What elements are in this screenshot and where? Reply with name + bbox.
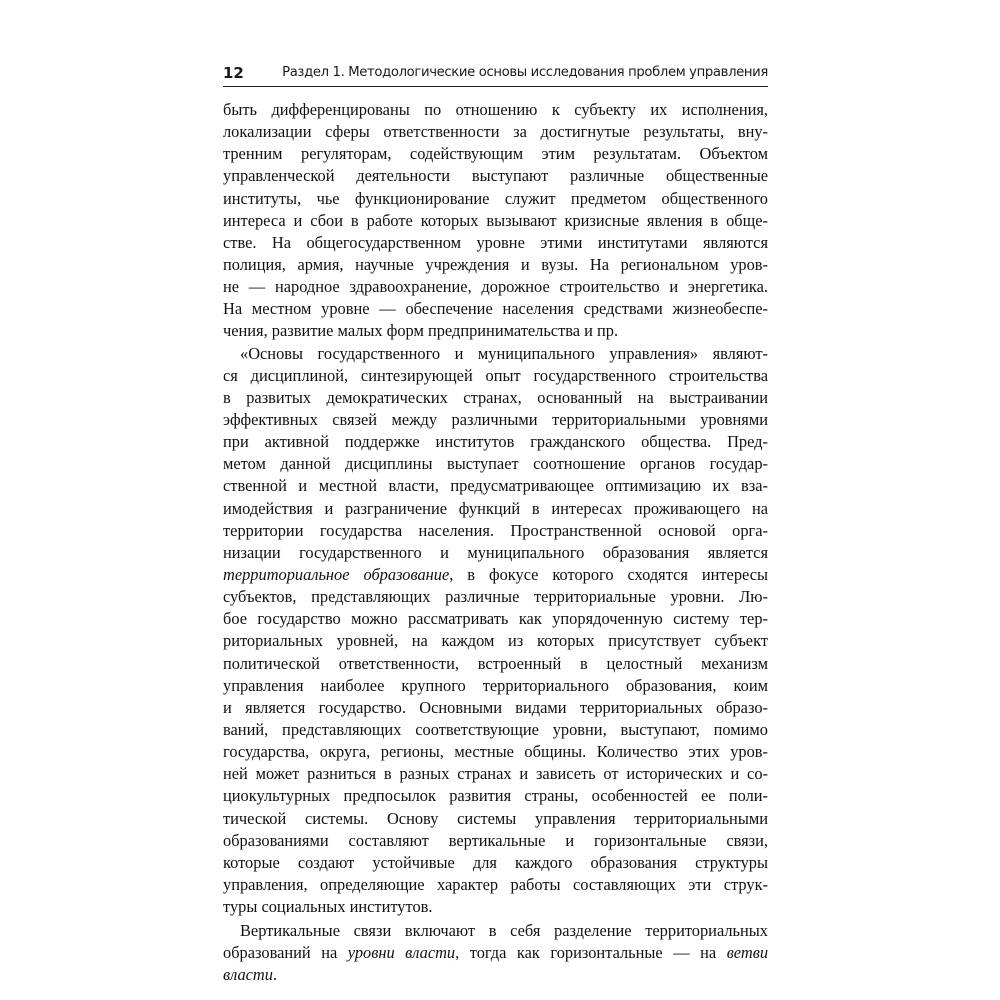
text-line: ся дисциплиной, синтезирующей опыт государственного строительства (223, 365, 768, 385)
text-line: ваний, представляющих соответствующие уровни, выступают, помимо (223, 719, 768, 739)
text-line: низации государственного и муниципального образования является (223, 542, 768, 562)
text-line: туры социальных институтов. (223, 897, 433, 917)
running-title: Раздел 1. Методологические основы исследования проблем управления (282, 65, 768, 80)
text-line-with-term (223, 564, 768, 586)
text-line: ственной и местной власти, предусматривающее оптимизацию их вза- (223, 476, 768, 496)
text-line: эффективных связей между различными территориальными уровнями (223, 409, 768, 429)
text-line: риториальных уровней, на каждом из которых присутствует субъект (223, 631, 768, 651)
text-line: управления, определяющие характер работы составляющих эти струк- (223, 874, 768, 894)
text-fragment: , тогда как горизонтальные — на (455, 943, 727, 963)
text-line: и является государство. Основными видами территориальных образо- (223, 697, 768, 717)
text-line: политической ответственности, встроенный в целостный механизм (223, 653, 768, 673)
text-line: имодействия и разграничение функций в интересах проживающего на (223, 498, 768, 518)
text-line: локализации сферы ответственности за достигнутые результаты, вну- (223, 122, 768, 142)
body-text (223, 99, 768, 987)
text-line: в развитых демократических странах, основанный на выстраивании (223, 387, 768, 407)
text-line: государства, округа, регионы, местные общины. Количество этих уров- (223, 742, 768, 762)
paragraph-2 (223, 343, 768, 919)
text-line: циокультурных предпосылок развития страны, особенностей ее поли- (223, 786, 768, 806)
text-line: быть дифференцированы по отношению к субъекту их исполнения, (223, 100, 768, 119)
paragraph-3 (223, 920, 768, 986)
text-fragment: , в фокусе которого сходятся интересы (449, 564, 768, 584)
italic-term: власти (223, 965, 273, 985)
text-line: управления наиболее крупного территориального образования, коим (223, 675, 768, 695)
text-line: при активной поддержке институтов гражданского общества. Пред- (223, 432, 768, 452)
text-line: субъектов, представляющих различные территориальные уровни. Лю- (223, 587, 768, 607)
text-line-with-terms (223, 942, 768, 964)
text-line: территории государства населения. Пространственной основой орга- (223, 520, 768, 540)
text-line: тренним регуляторам, содействующим этим результатам. Объектом (223, 144, 768, 164)
text-fragment: образований на (223, 943, 348, 963)
text-line: чения, развитие малых форм предпринимательства и пр. (223, 321, 619, 341)
text-line: интереса и сбои в работе которых вызывают кризисные явления в обще- (223, 210, 768, 230)
text-line: образованиями составляют вертикальные и горизонтальные связи, (223, 830, 768, 850)
running-header (223, 62, 768, 87)
text-fragment: . (272, 965, 278, 985)
text-line: метом данной дисциплины выступает соотношение органов государ- (223, 454, 768, 474)
text-line (223, 964, 768, 986)
italic-term: ветви (726, 943, 769, 963)
text-line: полиция, армия, научные учреждения и вузы. На региональном уров- (223, 254, 768, 274)
text-line: институты, чье функционирование служит предметом общественного (223, 188, 768, 208)
text-line: Вертикальные связи включают в себя разделение территориальных (240, 921, 768, 941)
text-line: не — народное здравоохранение, дорожное строительство и энергетика. (223, 277, 768, 297)
text-line: ней может разниться в разных странах и зависеть от исторических и со- (223, 764, 768, 784)
text-line: тической системы. Основу системы управления территориальными (223, 808, 768, 828)
text-line: бое государство можно рассматривать как упорядоченную систему тер- (223, 609, 768, 629)
text-line: управленческой деятельности выступают различные общественные (223, 166, 768, 186)
text-line: На местном уровне — обеспечение населения средствами жизнеобеспе- (223, 299, 768, 319)
text-line: которые создают устойчивые для каждого образования структуры (223, 852, 768, 872)
paragraph-1 (223, 99, 768, 343)
page-number: 12 (223, 64, 244, 82)
text-line: «Основы государственного и муниципального управления» являют- (240, 343, 768, 363)
text-line: стве. На общегосударственном уровне этими институтами являются (223, 232, 768, 252)
italic-term: территориальное образование (223, 564, 450, 584)
italic-term: уровни власти (347, 943, 456, 963)
